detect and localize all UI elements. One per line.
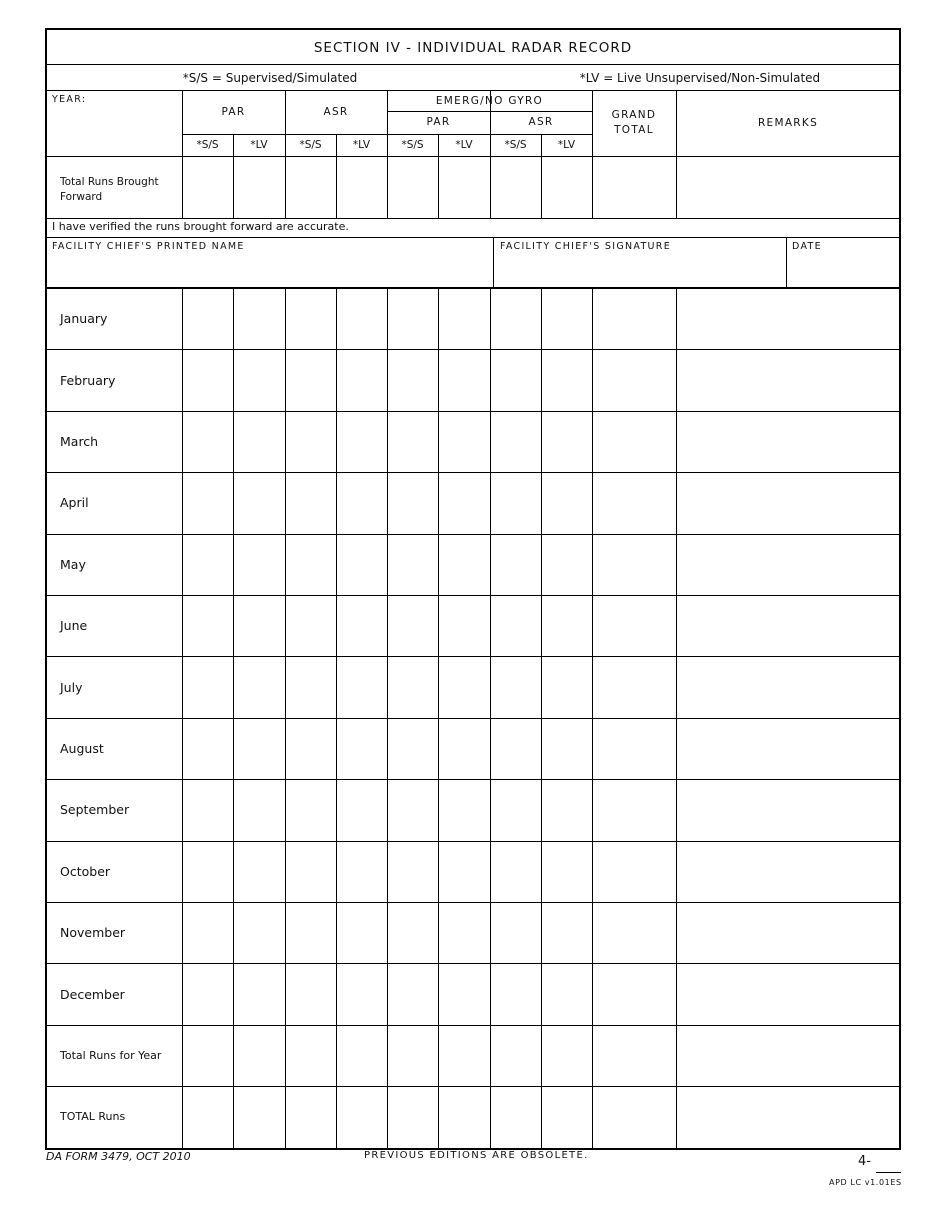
column-divider bbox=[387, 90, 388, 218]
divider bbox=[45, 156, 901, 157]
form-id: DA FORM 3479, OCT 2010 bbox=[46, 1150, 191, 1163]
year-label: YEAR: bbox=[52, 94, 87, 105]
row-label: November bbox=[60, 925, 126, 941]
column-divider bbox=[490, 90, 491, 218]
column-divider bbox=[285, 90, 286, 218]
row-divider bbox=[45, 1025, 901, 1026]
column-divider bbox=[592, 90, 593, 218]
column-divider bbox=[676, 90, 677, 218]
sub-par-lv: *LV bbox=[250, 139, 268, 151]
row-divider bbox=[45, 349, 901, 350]
row-label: TOTAL Runs bbox=[60, 1110, 126, 1124]
row-label: December bbox=[60, 986, 125, 1002]
form-frame bbox=[45, 28, 901, 1150]
chief-signature-label: FACILITY CHIEF'S SIGNATURE bbox=[500, 241, 672, 252]
row-label: January bbox=[60, 311, 108, 327]
column-divider bbox=[438, 134, 439, 218]
sub-emerg-par-ss: *S/S bbox=[401, 139, 424, 151]
row-label: July bbox=[60, 679, 83, 695]
column-divider bbox=[676, 288, 677, 1148]
column-divider bbox=[233, 134, 234, 218]
divider bbox=[45, 237, 901, 238]
divider bbox=[786, 237, 787, 288]
row-label: April bbox=[60, 495, 89, 511]
row-label: June bbox=[60, 618, 88, 634]
header-grand-total bbox=[592, 90, 676, 156]
column-divider bbox=[336, 288, 337, 1148]
header-emerg-no-gyro: EMERG/NO GYRO bbox=[435, 94, 544, 107]
row-divider bbox=[45, 411, 901, 412]
chief-name-input[interactable] bbox=[50, 256, 490, 284]
column-divider bbox=[541, 134, 542, 218]
row-divider bbox=[45, 595, 901, 596]
row-label: March bbox=[60, 433, 99, 449]
divider bbox=[45, 218, 901, 219]
column-divider bbox=[592, 288, 593, 1148]
sub-emerg-asr-ss: *S/S bbox=[504, 139, 527, 151]
chief-name-label: FACILITY CHIEF'S PRINTED NAME bbox=[52, 241, 245, 252]
verify-statement: I have verified the runs brought forward are accurate. bbox=[52, 220, 349, 233]
row-divider bbox=[45, 534, 901, 535]
legend-live-unsupervised: *LV = Live Unsupervised/Non-Simulated bbox=[579, 70, 821, 85]
row-label: Total Runs for Year bbox=[60, 1048, 162, 1062]
column-divider bbox=[541, 288, 542, 1148]
forward-label-line1: Total Runs Brought bbox=[60, 176, 159, 188]
year-input[interactable] bbox=[100, 92, 178, 110]
row-divider bbox=[45, 472, 901, 473]
row-divider bbox=[45, 718, 901, 719]
version-label: APD LC v1.01ES bbox=[829, 1178, 902, 1187]
row-label: August bbox=[60, 740, 104, 756]
section-title: SECTION IV - INDIVIDUAL RADAR RECORD bbox=[313, 39, 633, 56]
row-divider bbox=[45, 656, 901, 657]
row-divider bbox=[45, 1086, 901, 1087]
column-divider bbox=[182, 90, 183, 218]
forward-label-line2: Forward bbox=[60, 191, 103, 203]
row-label: October bbox=[60, 863, 111, 879]
row-divider bbox=[45, 963, 901, 964]
row-divider bbox=[45, 779, 901, 780]
grand-total-line1: GRAND bbox=[611, 109, 657, 121]
forward-label bbox=[60, 175, 159, 205]
date-input[interactable] bbox=[790, 256, 896, 284]
sub-emerg-par-lv: *LV bbox=[455, 139, 473, 151]
row-divider bbox=[45, 902, 901, 903]
legend-supervised-simulated: *S/S = Supervised/Simulated bbox=[182, 70, 358, 85]
sub-emerg-asr-lv: *LV bbox=[557, 139, 576, 151]
header-emerg-par: PAR bbox=[426, 116, 451, 128]
page-number-line bbox=[876, 1172, 901, 1173]
column-divider bbox=[490, 288, 491, 1148]
grand-total-line2: TOTAL bbox=[614, 124, 654, 136]
column-divider bbox=[285, 288, 286, 1148]
header-emerg-asr: ASR bbox=[528, 116, 554, 128]
column-divider bbox=[182, 288, 183, 1148]
header-par: PAR bbox=[221, 106, 246, 118]
sub-asr-lv: *LV bbox=[352, 139, 371, 151]
date-label: DATE bbox=[792, 241, 822, 252]
column-divider bbox=[233, 288, 234, 1148]
header-remarks: REMARKS bbox=[757, 117, 819, 129]
sub-asr-ss: *S/S bbox=[299, 139, 322, 151]
sub-par-ss: *S/S bbox=[196, 139, 219, 151]
editions-note: PREVIOUS EDITIONS ARE OBSOLETE. bbox=[364, 1150, 589, 1161]
column-divider bbox=[387, 288, 388, 1148]
row-divider bbox=[45, 841, 901, 842]
row-label: September bbox=[60, 802, 130, 818]
divider bbox=[493, 237, 494, 288]
row-label: May bbox=[60, 556, 86, 572]
page-number: 4- bbox=[858, 1154, 871, 1169]
row-label: February bbox=[60, 372, 116, 388]
header-asr: ASR bbox=[323, 106, 349, 118]
chief-signature-input[interactable] bbox=[496, 256, 784, 284]
column-divider bbox=[438, 288, 439, 1148]
column-divider bbox=[336, 134, 337, 218]
divider bbox=[45, 287, 901, 289]
